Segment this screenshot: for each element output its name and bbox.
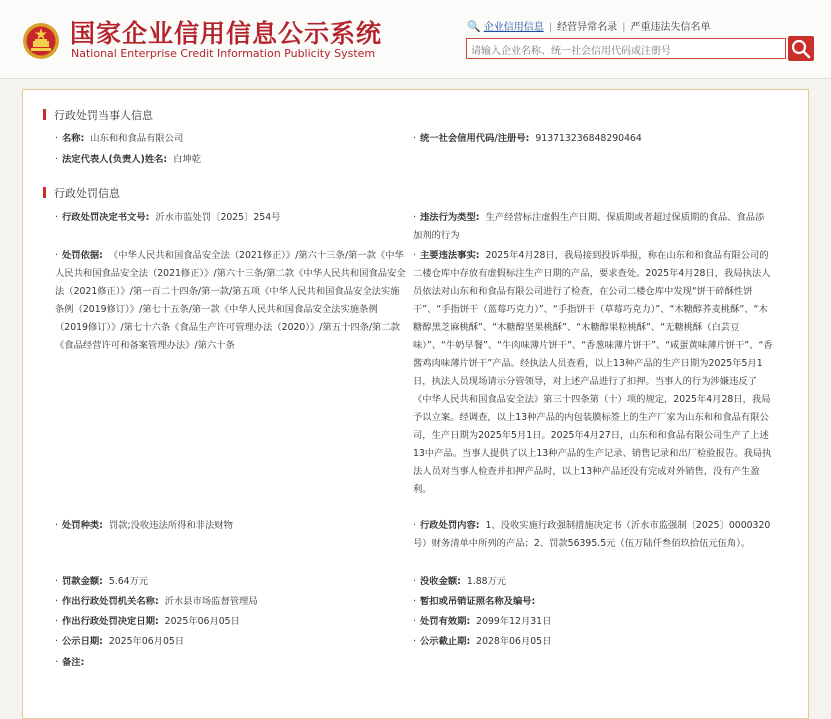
- field-basis: · 处罚依据: 《中华人民共和国食品安全法（2021修正）》/第六十三条/第一款《中华人民共和国食品安全法（2021修正）》/第六十三条/第二款《中华人民共和国食品安全法（2021修正）》/第一百二十四条/第一款/第五项《中华人民共和国食品安全法实施条例（2019修订）》/第七十五条/第一款《中华人民共和国食品安全法实施条例（2019修订）》/第七十六条《食品生产许可管理办法（2020）》/第五十四条/第二款《食品经营许可和备案管理办法》/第六十条: [55, 250, 406, 351]
- top-nav: [467, 18, 710, 33]
- nav-enterprise-credit[interactable]: 企业信用信息: [483, 22, 544, 33]
- field-license-suspend: · 暂扣或吊销证照名称及编号:: [413, 596, 536, 607]
- section-penalty-title: 行政处罚信息: [43, 185, 120, 201]
- field-legal-rep: · 法定代表人(负责人)姓名: 白坤乾: [55, 154, 202, 165]
- field-violation-type: · 违法行为类型: 生产经营标注虚假生产日期、保质期或者超过保质期的食品、食品添加剂的行为: [413, 212, 765, 241]
- search-small-icon: 🔍: [467, 20, 481, 33]
- field-authority: · 作出行政处罚机关名称: 沂水县市场监督管理局: [55, 596, 258, 607]
- field-fine-amount: · 罚款金额: 5.64万元: [55, 576, 149, 587]
- field-penalty-type: · 处罚种类: 罚款;没收违法所得和非法财物: [55, 520, 233, 531]
- search-box: [466, 38, 786, 59]
- section-marker: [43, 187, 46, 198]
- field-facts: · 主要违法事实: 2025年4月28日，我局接到投诉举报，称在山东和和食品有限公司的二楼仓库中存放有虚假标注生产日期的产品，要求查处。2025年4月28日，我局执法人员依法对山东和和食品有限公司进行了检查，在公司二楼仓库中发现“饼干碎酥性饼干”、“手指饼干（蓝莓巧克力）”、“手指饼干（草莓巧克力）”、“木糖醇荞麦桃酥”、“木糖醇黑芝麻桃酥”、“木糖醇坚果桃酥”、“木糖醇果粒桃酥”、“无糖桃酥（白芸豆味）”、“牛奶早餐”、“牛肉味薄片饼干”、“香葱味薄片饼干”、“咸蛋黄味薄片饼干”、“香酱鸡肉味薄片饼干”产品。经执法人员查看，以上13种产品的生产日期为2025年5月1日，执法人员现场请示分管领导，对上述产品进行了扣押。当事人的行为涉嫌违反了《中华人民共和国食品安全法》第三十四条第（十）项的规定，2025年4月28日，我局予以立案。经调查，以上13种产品的内包装膜标签上的生产厂家为山东和和食品有限公司，生产日期为2025年5月1日。2025年4月27日，山东和和食品有限公司生产了上述13中产品。当事人提供了以上13种产品的生产记录、销售记录和出厂检验报告。我局执法人员对当事人检查并扣押产品时，以上13种产品还没有完成对外销售，没有产生盈利。: [413, 250, 773, 495]
- section-marker: [43, 109, 46, 120]
- field-name: · 名称: 山东和和食品有限公司: [55, 133, 184, 144]
- field-confiscated-amount: · 没收金额: 1.88万元: [413, 576, 507, 587]
- site-header: [0, 0, 831, 79]
- section-party-title: 行政处罚当事人信息: [43, 107, 153, 123]
- nav-serious-violation-list[interactable]: 严重违法失信名单: [630, 22, 711, 33]
- site-title-cn: 国家企业信用信息公示系统: [70, 19, 383, 48]
- field-penalty-content: · 行政处罚内容: 1、没收实施行政强制措施决定书（沂水市监强制〔2025〕0000320号）财务清单中所列的产品；2、罚款56395.5元（伍万陆仟叁佰玖拾伍元伍角）。: [413, 520, 771, 549]
- penalty-detail-panel: [22, 89, 809, 719]
- field-credit-code: · 统一社会信用代码/注册号: 913713236848290464: [413, 133, 642, 144]
- field-decision-no: · 行政处罚决定书文号: 沂水市监处罚〔2025〕254号: [55, 212, 281, 223]
- nav-separator: |: [622, 22, 626, 33]
- nav-separator: |: [548, 22, 553, 33]
- nav-abnormal-list[interactable]: 经营异常名录: [557, 22, 618, 33]
- search-input[interactable]: [467, 42, 787, 61]
- field-decision-date: · 作出行政处罚决定日期: 2025年06月05日: [55, 616, 240, 627]
- field-remarks: · 备注:: [55, 657, 85, 668]
- field-valid-until: · 处罚有效期: 2099年12月31日: [413, 616, 552, 627]
- site-title-en: National Enterprise Credit Information Publicity System: [71, 47, 376, 60]
- field-publish-end: · 公示截止期: 2028年06月05日: [413, 636, 552, 647]
- search-button[interactable]: [788, 36, 814, 61]
- search-icon: [788, 36, 814, 61]
- field-publish-date: · 公示日期: 2025年06月05日: [55, 636, 185, 647]
- national-emblem-icon: [22, 22, 60, 60]
